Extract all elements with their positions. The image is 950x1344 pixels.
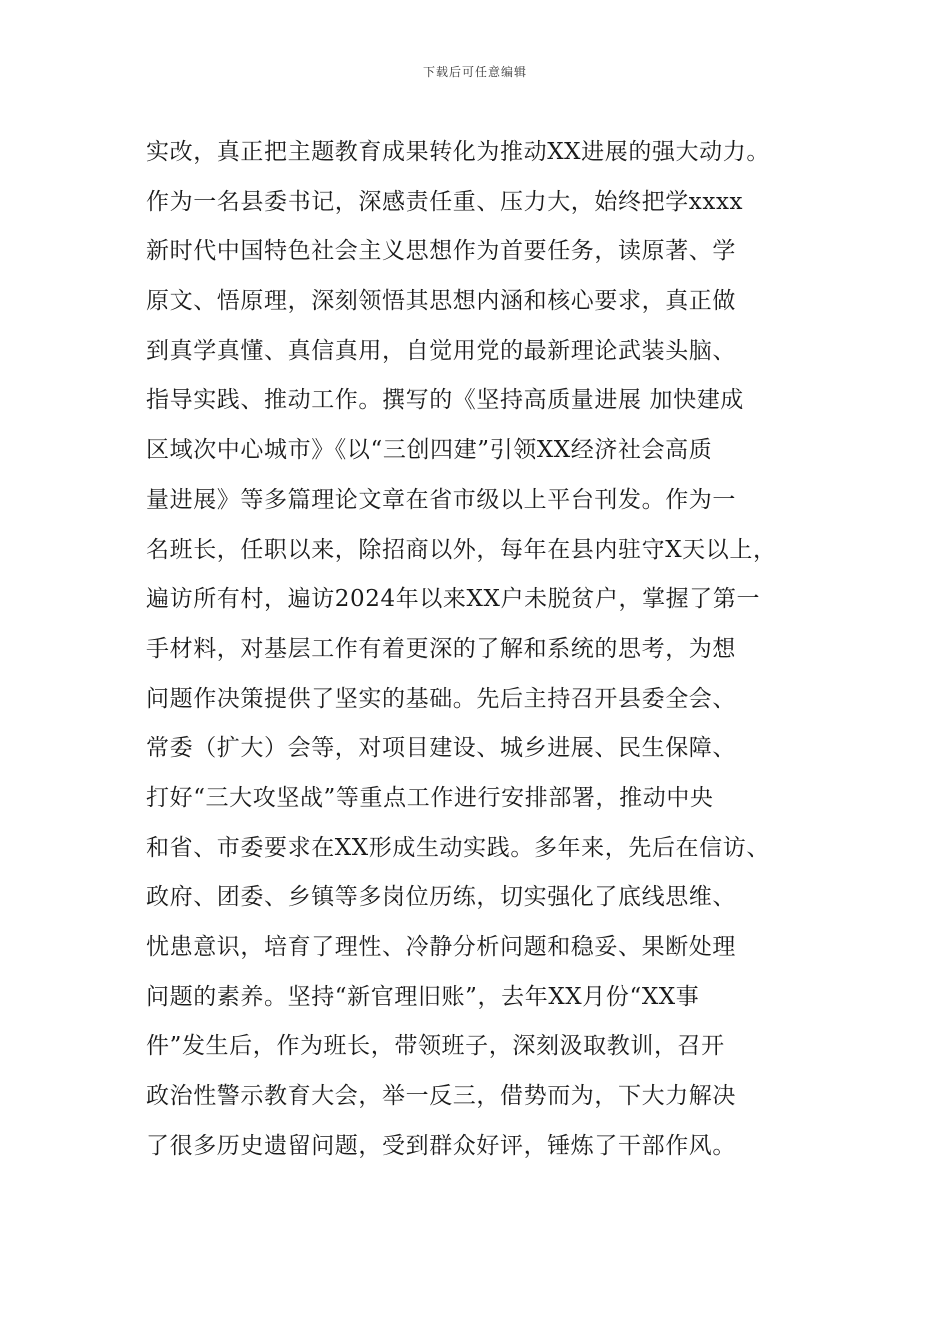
text-line: 了很多历史遗留问题，受到群众好评，锤炼了干部作风。 — [146, 1132, 736, 1159]
text-line: 打好“三大攻坚战”等重点工作进行安排部署，推动中央 — [146, 784, 714, 811]
text-line: 和省、市委要求在XX形成生动实践。多年来，先后在信访、 — [146, 834, 770, 861]
text-line: 遍访所有村，遍访2024年以来XX户未脱贫户，掌握了第一 — [146, 586, 761, 613]
text-line: 作为一名县委书记，深感责任重、压力大，始终把学xxxx — [146, 188, 744, 215]
text-line: 常委（扩大）会等，对项目建设、城乡进展、民生保障、 — [146, 735, 736, 762]
text-line: 量进展》等多篇理论文章在省市级以上平台刊发。作为一 — [146, 486, 736, 513]
text-line: 问题作决策提供了坚实的基础。先后主持召开县委全会、 — [146, 685, 736, 712]
text-line: 手材料，对基层工作有着更深的了解和系统的思考，为想 — [146, 635, 736, 662]
text-line: 到真学真懂、真信真用，自觉用党的最新理论武装头脑、 — [146, 337, 736, 364]
text-line: 件”发生后，作为班长，带领班子，深刻汲取教训，召开 — [146, 1033, 725, 1060]
text-line: 实改，真正把主题教育成果转化为推动XX进展的强大动力。 — [146, 139, 770, 165]
text-line: 新时代中国特色社会主义思想作为首要任务，读原著、学 — [146, 238, 736, 265]
text-line: 区域次中心城市》《以“三创四建”引领XX经济社会高质 — [146, 437, 713, 464]
body-paragraph — [146, 128, 836, 1171]
text-line: 忧患意识，培育了理性、冷静分析问题和稳妥、果断处理 — [146, 934, 736, 960]
text-line: 名班长，任职以来，除招商以外，每年在县内驻守X天以上， — [146, 536, 777, 563]
text-line: 政府、团委、乡镇等多岗位历练，切实强化了底线思维、 — [146, 884, 736, 911]
text-line: 原文、悟原理，深刻领悟其思想内涵和核心要求，真正做 — [146, 288, 736, 315]
text-line: 政治性警示教育大会，举一反三，借势而为，下大力解决 — [146, 1083, 736, 1110]
text-line: 问题的素养。坚持“新官理旧账”，去年XX月份“XX事 — [146, 983, 700, 1010]
page-header-note: 下载后可任意编辑 — [422, 65, 527, 79]
text-line: 指导实践、推动工作。撰写的《坚持高质量进展 加快建成 — [146, 387, 744, 414]
